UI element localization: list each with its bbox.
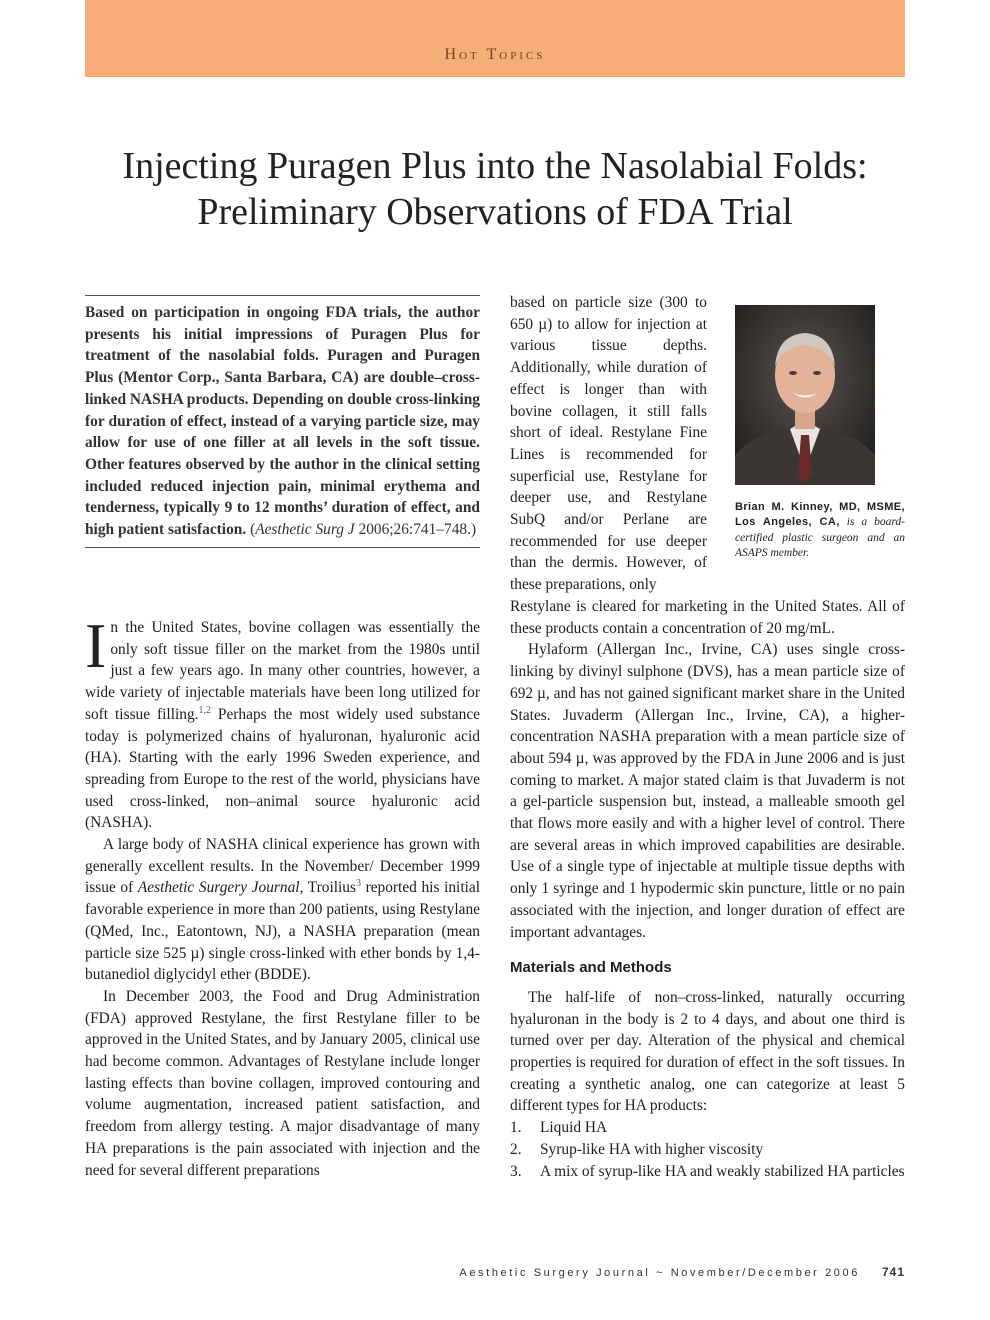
reference-link[interactable]: 1,2 [198, 704, 211, 716]
section-heading: Materials and Methods [510, 959, 672, 977]
author-portrait-illustration [735, 305, 875, 485]
abstract-text [85, 302, 480, 541]
list-item [510, 1139, 905, 1161]
author-caption [735, 500, 905, 562]
left-p2-text-end: reported his initial favorable experience in more than 200 patients, using Restylane (QMed, Inc., Eatontown, NJ), a NASHA preparation (mean particle size 525 µ) single cross-linked with ether bonds by 1,4-butanediol diglycidyl ether (BDDE). [85, 879, 480, 984]
title-line-1: Injecting Puragen Plus into the Nasolabial Folds: [122, 145, 868, 187]
drop-cap: I [85, 610, 107, 681]
author-photo [735, 305, 875, 485]
list-number: 1. [510, 1119, 522, 1137]
title-line-2: Preliminary Observations of FDA Trial [197, 191, 793, 233]
left-paragraph-3: In December 2003, the Food and Drug Administration (FDA) approved Restylane, the first Restylane filler to be approved in the United States, and by January 2005, clinical use had become common. Advantages of Restylane include longer lasting effects than bovine collagen, improved contouring and volume augmentation, increased patient satisfaction, and freedom from allergy testing. A major disadvantage of many HA preparations is the pain associated with injection and the need for several different preparations [85, 987, 480, 1179]
list-text: Liquid HA [540, 1119, 608, 1137]
list-text: A mix of syrup-like HA and weakly stabilized HA particles [540, 1162, 905, 1180]
list-text: Syrup-like HA with higher viscosity [540, 1140, 764, 1158]
citation-open: ( [250, 521, 256, 539]
right-top-paragraph: based on particle size (300 to 650 µ) to allow for injection at various tissue depths. Additionally, while duration of effect is longer than with bovine collagen, it still falls short of ideal. Restylane Fine Lines is recommended for superficial use, Restylane for deeper use, and Restylane SubQ and/or Perlane are recommended for use deeper than the dermis. However, of these preparations, only [510, 294, 707, 594]
article-title [85, 143, 905, 235]
left-paragraph-1 [85, 610, 480, 834]
page-number: 741 [881, 1265, 905, 1279]
section-label: Hot Topics [444, 46, 546, 63]
left-p2-text: A large body of NASHA clinical experience has grown with generally excellent results. In the November/ December 1999 issue of [85, 836, 480, 897]
left-p1-text-cont: Perhaps the most widely used substance today is polymerized chains of hyaluronan, hyaluronic acid (HA). Starting with the early 1996 Sweden experience, and spreading from Europe to the rest of the world, physicians have used cross-linked, non–animal source hyaluronic acid (NASHA). [85, 705, 480, 832]
abstract-citation [250, 521, 476, 538]
reference-link[interactable]: 3 [355, 878, 361, 890]
left-p2-text-cont: , Troilius [299, 879, 356, 897]
author-description: is a board-certified plastic surgeon and an ASAPS member. [735, 516, 905, 560]
right-top-column [510, 292, 707, 596]
left-p1-text: n the United States, bovine collagen was essentially the only soft tissue filler on the market from the 1980s until just a few years ago. In many other countries, however, a wide variety of injectable materials have been long utilized for soft tissue filling. [85, 619, 480, 723]
journal-name: Aesthetic Surgery Journal [137, 879, 300, 897]
left-paragraph-2 [85, 834, 480, 986]
list-number: 3. [510, 1162, 522, 1180]
right-main-column [510, 596, 905, 1182]
left-column [85, 610, 480, 1181]
ha-types-list [510, 1117, 905, 1182]
page-footer [85, 1265, 905, 1279]
list-item [510, 1117, 905, 1139]
abstract-box [85, 295, 480, 548]
abstract-body: Based on participation in ongoing FDA trials, the author presents his initial impressions of Puragen Plus for treatment of the nasolabial folds. Puragen and Puragen Plus (Mentor Corp., Santa Barbara, CA) are double–cross-linked NASHA products. Depending on double cross-linking for duration of effect, instead of a varying particle size, may allow for use of one filler at all levels in the soft tissue. Other features observed by the author in the clinical setting included reduced injection pain, minimal erythema and tenderness, typically 9 to 12 months’ duration of effect, and high patient satisfaction. [85, 304, 481, 539]
right-paragraph-2: Hylaform (Allergan Inc., Irvine, CA) uses single cross-linking by divinyl sulphone (DVS), has a mean particle size of 692 µ, and has not gained significant market share in the United States. Juvaderm (Allergan Inc., Irvine, CA), a higher-concentration NASHA preparation with a mean particle size of about 594 µ, was approved by the FDA in June 2006 and is just coming to market. A major stated claim is that Juvaderm is not a gel-particle suspension but, instead, a malleable smooth gel that flows more easily and with a higher level of control. There are several areas in which improved capabilities are desirable. Use of a single type of injectable at multiple tissue depths with only 1 syringe and 1 hypodermic skin puncture, little or no pain associated with the injection, and longer duration of effect are important advantages. [510, 641, 905, 941]
right-paragraph-1: Restylane is cleared for marketing in the United States. All of these products contain a concentration of 20 mg/mL. [510, 598, 905, 637]
citation-journal: Aesthetic Surg J [255, 521, 355, 539]
list-item [510, 1161, 905, 1183]
citation-rest: 2006;26:741–748.) [354, 521, 477, 539]
right-paragraph-3: The half-life of non–cross-linked, naturally occurring hyaluronan in the body is 2 to 4 days, and about one third is turned over per day. Alteration of the physical and chemical properties is required for duration of effect in the soft tissues. In creating a synthetic analog, one can categorize at least 5 different types for HA products: [510, 988, 905, 1115]
footer-journal: Aesthetic Surgery Journal ~ November/December 2006 [459, 1267, 860, 1279]
section-banner [85, 0, 905, 77]
list-number: 2. [510, 1140, 522, 1158]
author-name: Brian M. Kinney, MD, MSME, Los Angeles, CA, [735, 501, 905, 529]
